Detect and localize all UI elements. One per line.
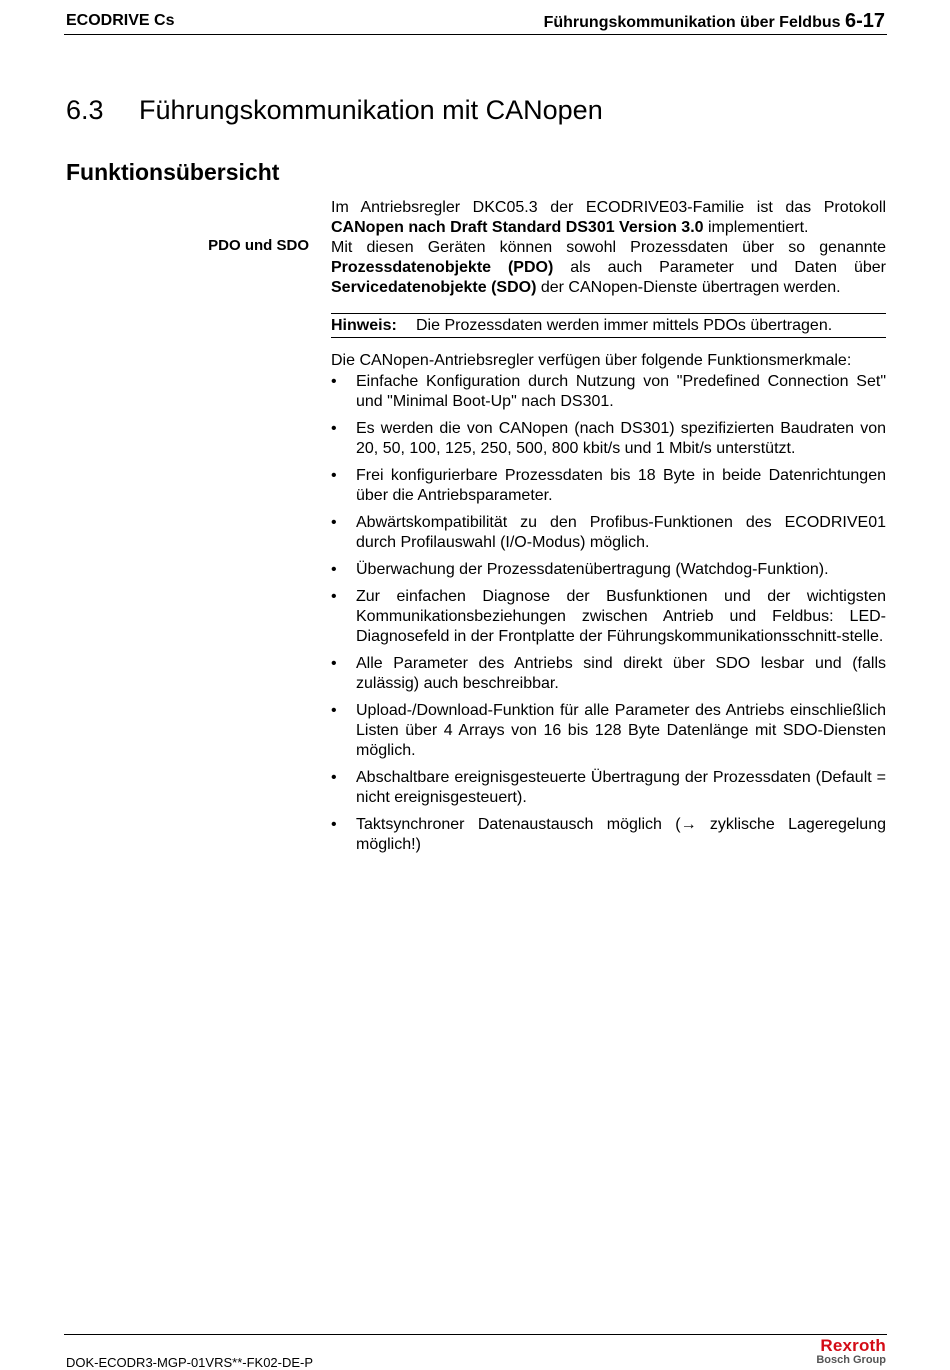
bullet: • (331, 561, 337, 578)
list-item (331, 419, 886, 459)
header-chapter-title: Führungskommunikation über Feldbus (543, 14, 841, 31)
section-number: 6.3 (66, 95, 104, 125)
bullet: • (331, 420, 337, 437)
bullet: • (331, 514, 337, 531)
list-item-text: Zur einfachen Diagnose der Busfunktionen und der wichtigsten Kommunikationsbeziehungen zwischen Antrieb und Feldbus: LED-Diagnosefeld in der Frontplatte der Führungskommunikationsschnitt-stelle. (356, 588, 886, 645)
list-item (331, 513, 886, 553)
logo-brand: Rexroth (820, 1336, 886, 1355)
section-heading (66, 95, 603, 126)
list-item-text: Alle Parameter des Antriebs sind direkt über SDO lesbar und (falls zulässig) auch beschreibbar. (356, 655, 886, 692)
paragraph-bold: CANopen nach Draft Standard DS301 Version 3.0 (331, 219, 704, 236)
paragraph-text: Mit diesen Geräten können sowohl Prozessdaten über so genannte (331, 239, 886, 256)
bullet: • (331, 702, 337, 719)
subsection-heading: Funktionsübersicht (66, 159, 280, 185)
list-item (331, 701, 886, 761)
list-item-text: Taktsynchroner Datenaustausch möglich (→ zyklische Lageregelung möglich!) (356, 816, 886, 853)
list-item-text: Überwachung der Prozessdatenübertragung (Watchdog-Funktion). (356, 561, 829, 578)
bullet: • (331, 655, 337, 672)
list-item-text: Es werden die von CANopen (nach DS301) spezifizierten Baudraten von 20, 50, 100, 125, 250, 500, 800 kbit/s und 1 Mbit/s unterstützt. (356, 420, 886, 457)
document-id: DOK-ECODR3-MGP-01VRS**-FK02-DE-P (66, 1355, 314, 1370)
feature-list (331, 372, 886, 862)
bullet: • (331, 373, 337, 390)
note-box (331, 313, 886, 338)
page-number: 6-17 (844, 10, 885, 32)
list-item-text: Abwärtskompatibilität zu den Profibus-Funktionen des ECODRIVE01 durch Profilauswahl (I/O-Modus) möglich. (356, 514, 886, 551)
paragraph-intro (331, 198, 886, 238)
list-item-text: Einfache Konfiguration durch Nutzung von "Predefined Connection Set" und "Minimal Boot-Up" nach DS301. (356, 373, 886, 410)
list-item-text: Frei konfigurierbare Prozessdaten bis 18 Byte in beide Datenrichtungen über die Antriebsparameter. (356, 467, 886, 504)
list-item (331, 768, 886, 808)
paragraph-text: implementiert. (703, 219, 809, 236)
list-item (331, 560, 886, 580)
bullet: • (331, 816, 337, 833)
paragraph-bold: Prozessdatenobjekte (PDO) (331, 259, 554, 276)
rexroth-logo (816, 1337, 886, 1366)
paragraph-text: der CANopen-Dienste übertragen werden. (536, 279, 841, 296)
footer-rule (64, 1334, 887, 1335)
note-text: Die Prozessdaten werden immer mittels PDOs übertragen. (416, 317, 833, 334)
paragraph-bold: Servicedatenobjekte (SDO) (331, 279, 537, 296)
margin-label: PDO und SDO (208, 237, 309, 254)
list-item (331, 466, 886, 506)
list-item (331, 654, 886, 694)
bullet: • (331, 769, 337, 786)
paragraph-text: Im Antriebsregler DKC05.3 der ECODRIVE03-Familie ist das Protokoll (331, 199, 886, 216)
feature-intro: Die CANopen-Antriebsregler verfügen über folgende Funktionsmerkmale: (331, 352, 852, 369)
paragraph-text: als auch Parameter und Daten über (553, 259, 886, 276)
header-chapter (544, 10, 885, 33)
list-item (331, 587, 886, 647)
paragraph-pdo-sdo (331, 238, 886, 298)
logo-group: Bosch Group (816, 1354, 886, 1366)
bullet: • (331, 588, 337, 605)
header-product: ECODRIVE Cs (66, 12, 175, 29)
list-item (331, 372, 886, 412)
list-item (331, 815, 886, 855)
bullet: • (331, 467, 337, 484)
note-label: Hinweis: (331, 317, 397, 334)
list-item-text: Upload-/Download-Funktion für alle Parameter des Antriebs einschließlich Listen über 4 Arrays von 16 bis 128 Byte Datenlänge mit SDO-Diensten möglich. (356, 702, 886, 759)
header-rule (64, 34, 887, 35)
list-item-text: Abschaltbare ereignisgesteuerte Übertragung der Prozessdaten (Default = nicht ereignisgesteuert). (356, 769, 886, 806)
section-title: Führungskommunikation mit CANopen (139, 95, 603, 125)
